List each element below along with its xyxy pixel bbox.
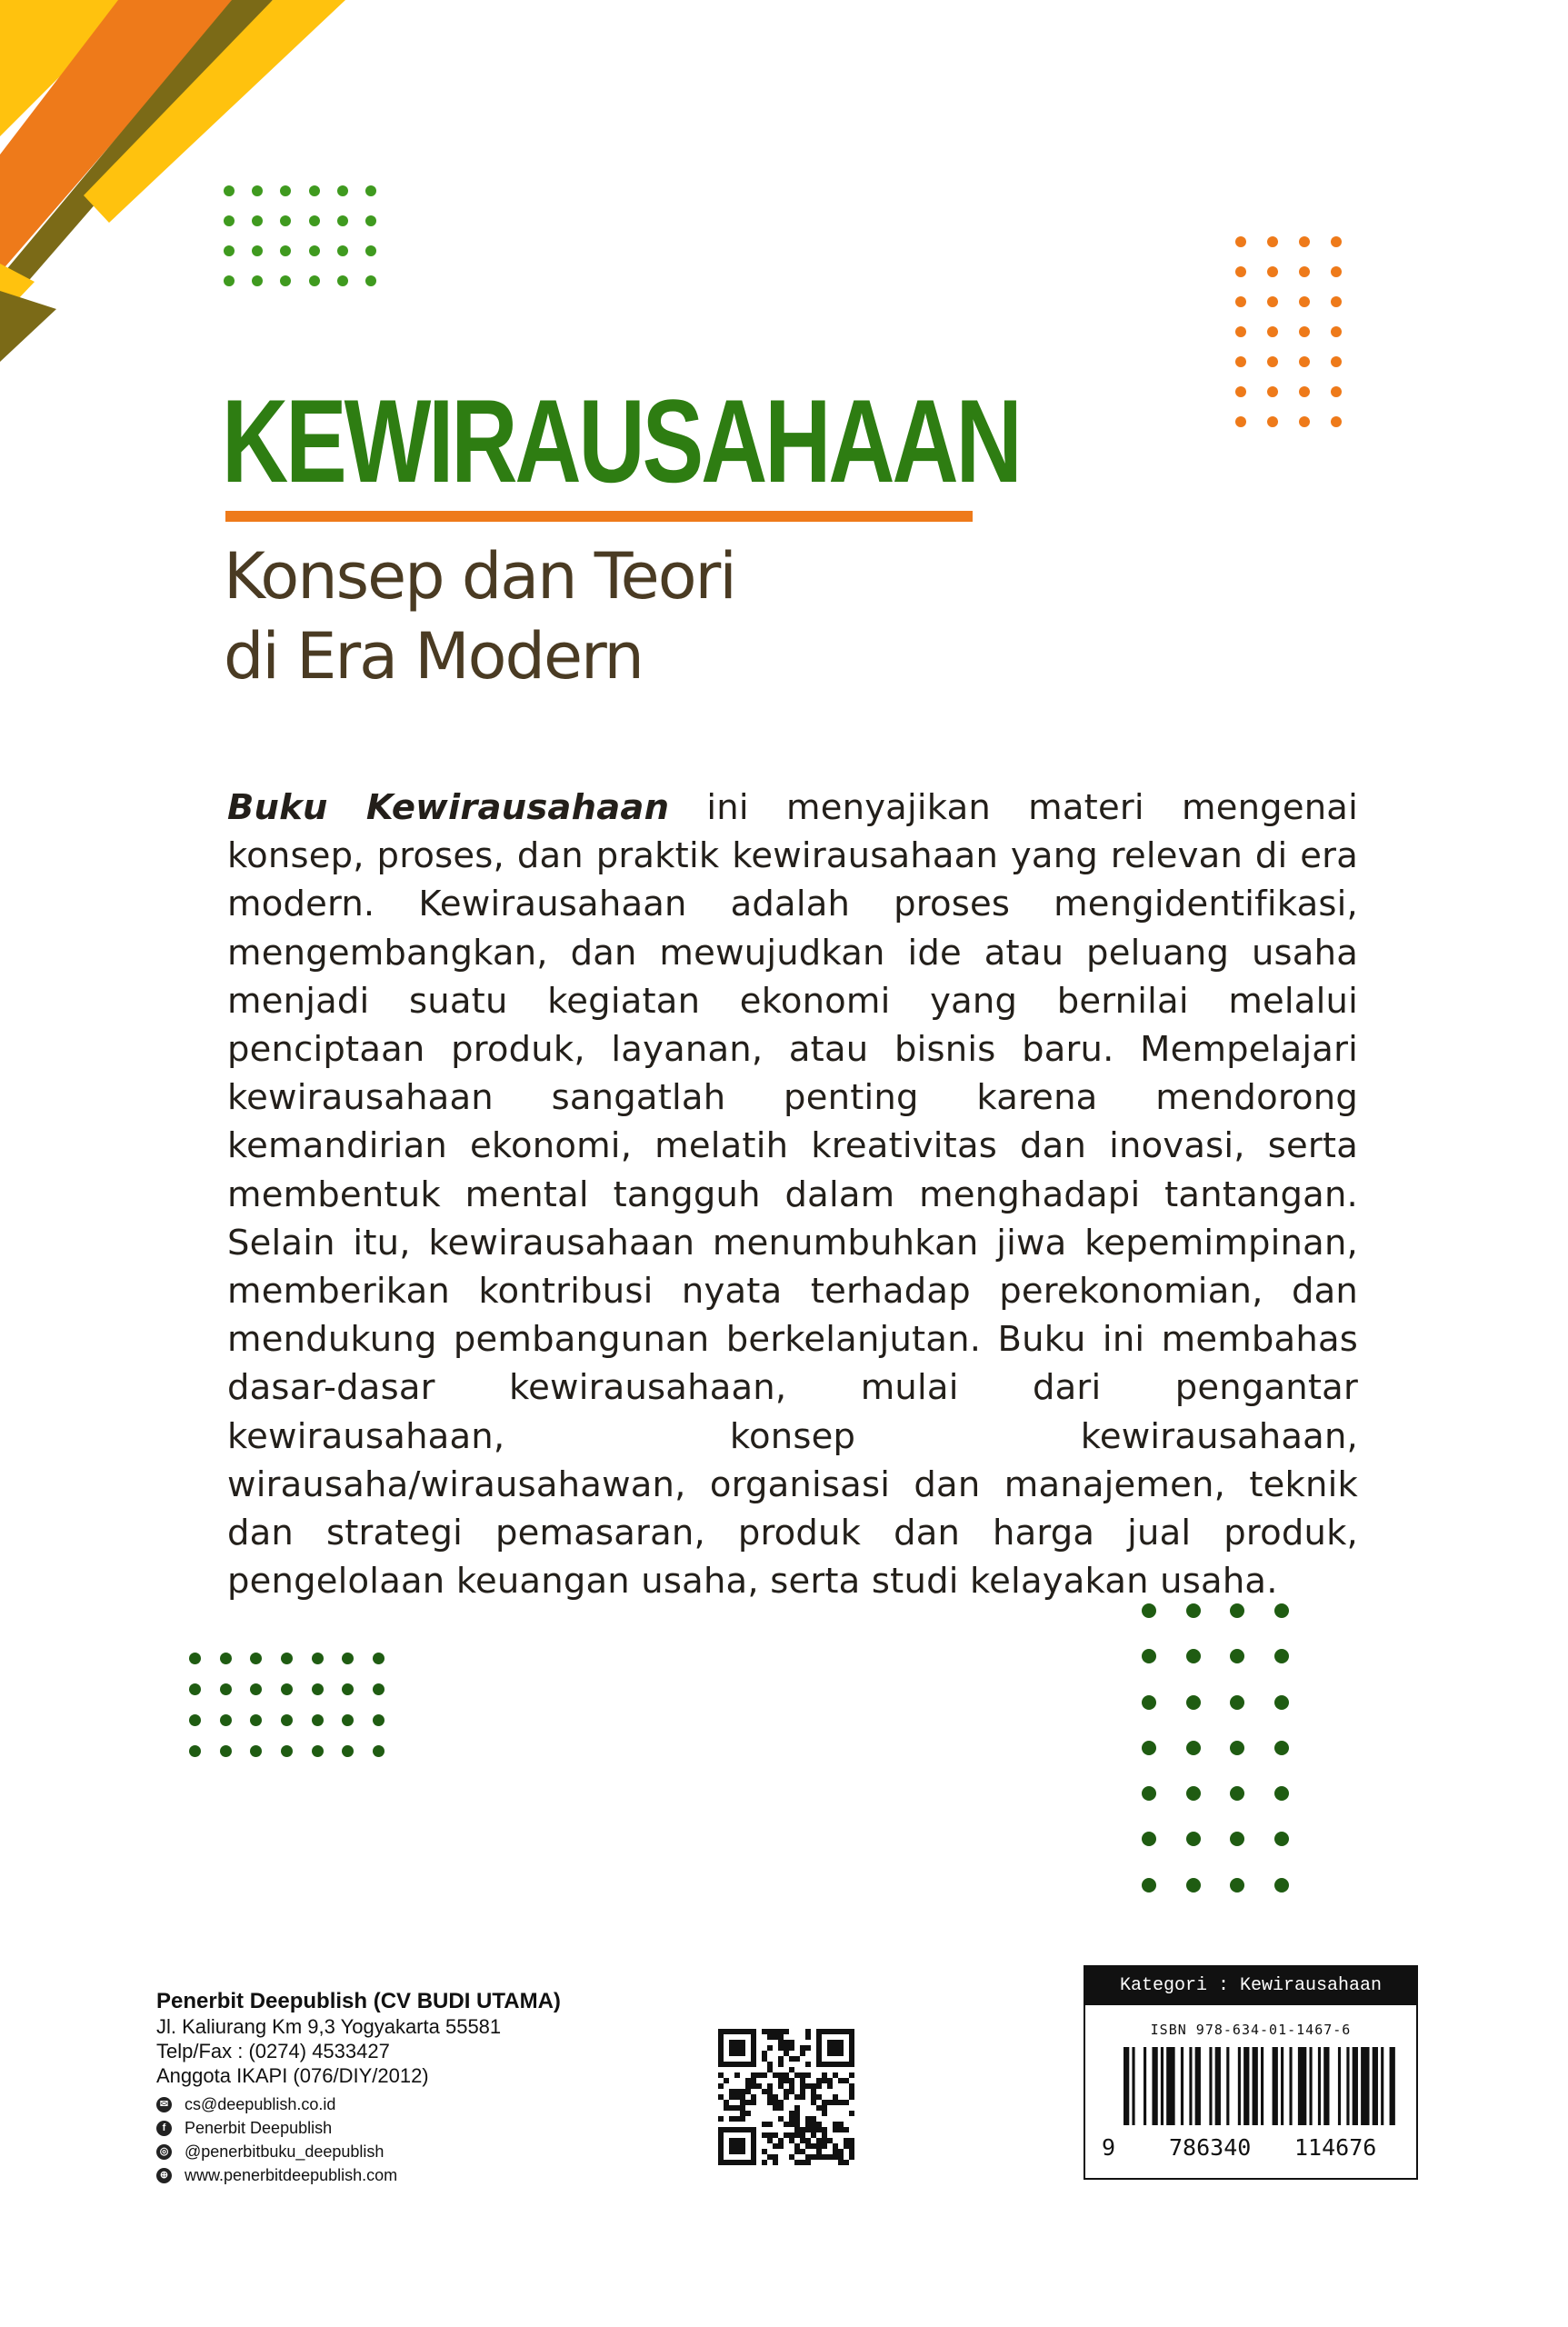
dot — [1235, 236, 1246, 247]
email-icon: ✉ — [156, 2097, 172, 2112]
dot — [342, 1653, 354, 1664]
subtitle-line-1: Konsep dan Teori — [224, 539, 735, 614]
dot — [1274, 1786, 1289, 1801]
dot — [373, 1714, 385, 1726]
dot — [373, 1745, 385, 1757]
dot — [1235, 326, 1246, 337]
dot — [252, 245, 263, 256]
dot — [1299, 326, 1310, 337]
dot — [281, 1653, 293, 1664]
dot — [1331, 266, 1342, 277]
dot — [252, 215, 263, 226]
publisher-phone: Telp/Fax : (0274) 4533427 — [156, 2040, 390, 2062]
category-label: Kategori : Kewirausahaan — [1085, 1967, 1416, 2005]
dot — [1186, 1695, 1201, 1710]
dot — [1230, 1695, 1244, 1710]
publisher-address: Jl. Kaliurang Km 9,3 Yogyakarta 55581 — [156, 2015, 502, 2038]
dot — [365, 275, 376, 286]
globe-icon: ⊕ — [156, 2168, 172, 2183]
dot — [1142, 1878, 1156, 1893]
dot — [309, 185, 320, 196]
contact-facebook[interactable] — [156, 2116, 561, 2140]
dot — [312, 1745, 324, 1757]
dot — [1186, 1832, 1201, 1846]
dot — [281, 1683, 293, 1695]
dot — [312, 1714, 324, 1726]
dots-top-right — [1235, 236, 1342, 427]
contact-facebook-text: Penerbit Deepublish — [185, 2119, 333, 2137]
description-body: ini menyajikan materi mengenai konsep, proses, dan praktik kewirausahaan yang relevan di era modern. Kewirausahaan adalah proses mengidentifikasi, mengembangkan, dan mewujudkan ide atau peluang usaha menjadi suatu kegiatan ekonomi yang bernilai melalui penciptaan produk, layanan, atau bisnis baru. Mempelajari kewirausahaan sangatlah penting karena mendorong kemandirian ekonomi, melatih kreativitas dan inovasi, serta membentuk mental tangguh dalam menghadapi tantangan. Selain itu, kewirausahaan menumbuhkan jiwa kepemimpinan, memberikan kontribusi nyata terhadap perekonomian, dan mendukung pembangunan berkelanjutan. Buku ini membahas dasar-dasar kewirausahaan, mulai dari pengantar kewirausahaan, konsep kewirausahaan, wirausaha/wirausahawan, organisasi dan manajemen, teknik dan strategi pemasaran, produk dan harga jual produk, pengelolaan keuangan usaha, serta studi kelayakan usaha. — [227, 787, 1358, 1603]
dots-bottom-left — [189, 1653, 385, 1757]
dot — [1186, 1786, 1201, 1801]
dot — [1331, 356, 1342, 367]
contact-email[interactable] — [156, 2092, 561, 2116]
barcode-icon — [1124, 2047, 1398, 2125]
dot — [1142, 1741, 1156, 1755]
contact-website[interactable] — [156, 2163, 561, 2187]
dot — [1267, 296, 1278, 307]
dot — [1235, 266, 1246, 277]
dot — [312, 1653, 324, 1664]
dot — [1299, 236, 1310, 247]
dots-top-left — [224, 185, 376, 286]
dot — [250, 1745, 262, 1757]
dot — [1235, 356, 1246, 367]
dot — [220, 1683, 232, 1695]
dot — [1267, 266, 1278, 277]
description-lead: Buku Kewirausahaan — [227, 787, 670, 828]
dot — [1186, 1741, 1201, 1755]
dot — [342, 1683, 354, 1695]
dots-bottom-right — [1142, 1603, 1289, 1893]
dot — [1267, 326, 1278, 337]
dot — [1299, 416, 1310, 427]
dot — [189, 1683, 201, 1695]
title-underline — [225, 511, 973, 522]
dot — [1299, 386, 1310, 397]
dot — [1274, 1649, 1289, 1663]
dot — [280, 215, 291, 226]
contact-instagram-text: @penerbitbuku_deepublish — [185, 2142, 385, 2161]
dot — [250, 1653, 262, 1664]
book-title: KEWIRAUSAHAAN — [222, 375, 1020, 507]
instagram-icon: ◎ — [156, 2144, 172, 2160]
dot — [365, 245, 376, 256]
dot — [252, 275, 263, 286]
contact-website-text: www.penerbitdeepublish.com — [185, 2166, 398, 2184]
dot — [224, 185, 235, 196]
dot — [1274, 1695, 1289, 1710]
dot — [250, 1714, 262, 1726]
barcode-digits-left: 786340 — [1169, 2134, 1252, 2161]
dot — [1230, 1741, 1244, 1755]
dot — [1142, 1832, 1156, 1846]
dot — [1230, 1832, 1244, 1846]
dot — [1267, 386, 1278, 397]
facebook-icon: f — [156, 2121, 172, 2136]
isbn-number: ISBN 978-634-01-1467-6 — [1150, 2022, 1352, 2038]
dot — [1331, 236, 1342, 247]
dot — [312, 1683, 324, 1695]
dot — [1331, 296, 1342, 307]
dot — [1235, 386, 1246, 397]
dot — [250, 1683, 262, 1695]
dot — [337, 215, 348, 226]
dot — [1267, 236, 1278, 247]
publisher-name: Penerbit Deepublish (CV BUDI UTAMA) — [156, 1989, 561, 2013]
dot — [365, 215, 376, 226]
dot — [220, 1714, 232, 1726]
publisher-info — [156, 1989, 561, 2187]
dot — [373, 1653, 385, 1664]
dot — [1267, 356, 1278, 367]
dot — [189, 1745, 201, 1757]
dot — [337, 185, 348, 196]
dot — [1331, 416, 1342, 427]
dot — [1142, 1649, 1156, 1663]
dot — [309, 215, 320, 226]
dot — [224, 275, 235, 286]
dot — [1299, 356, 1310, 367]
book-description — [227, 784, 1358, 1605]
dot — [189, 1653, 201, 1664]
dot — [281, 1714, 293, 1726]
contact-instagram[interactable] — [156, 2140, 561, 2163]
dot — [1230, 1878, 1244, 1893]
dot — [1186, 1649, 1201, 1663]
dot — [189, 1714, 201, 1726]
book-subtitle — [224, 536, 735, 696]
qr-code-icon — [718, 2029, 854, 2165]
dot — [1142, 1786, 1156, 1801]
dot — [1235, 416, 1246, 427]
dot — [342, 1745, 354, 1757]
dot — [1235, 296, 1246, 307]
subtitle-line-2: di Era Modern — [224, 619, 643, 694]
dot — [1331, 326, 1342, 337]
dot — [220, 1653, 232, 1664]
dot — [280, 185, 291, 196]
dot — [1331, 386, 1342, 397]
dot — [1274, 1878, 1289, 1893]
dot — [1230, 1649, 1244, 1663]
dot — [309, 245, 320, 256]
publisher-membership: Anggota IKAPI (076/DIY/2012) — [156, 2064, 429, 2087]
dot — [220, 1745, 232, 1757]
dot — [337, 245, 348, 256]
barcode-digits-right: 114676 — [1294, 2134, 1377, 2161]
dot — [1274, 1741, 1289, 1755]
dot — [309, 275, 320, 286]
dot — [1186, 1878, 1201, 1893]
dot — [373, 1683, 385, 1695]
dot — [1267, 416, 1278, 427]
dot — [1142, 1695, 1156, 1710]
dot — [281, 1745, 293, 1757]
dot — [1274, 1832, 1289, 1846]
barcode-digit-first: 9 — [1102, 2134, 1116, 2161]
contact-email-text: cs@deepublish.co.id — [185, 2095, 336, 2113]
dot — [224, 245, 235, 256]
dot — [224, 215, 235, 226]
dot — [1230, 1786, 1244, 1801]
dot — [365, 185, 376, 196]
dot — [280, 245, 291, 256]
dot — [280, 275, 291, 286]
dot — [252, 185, 263, 196]
dot — [1299, 296, 1310, 307]
isbn-barcode-box — [1084, 1965, 1418, 2180]
dot — [342, 1714, 354, 1726]
dot — [1299, 266, 1310, 277]
dot — [337, 275, 348, 286]
